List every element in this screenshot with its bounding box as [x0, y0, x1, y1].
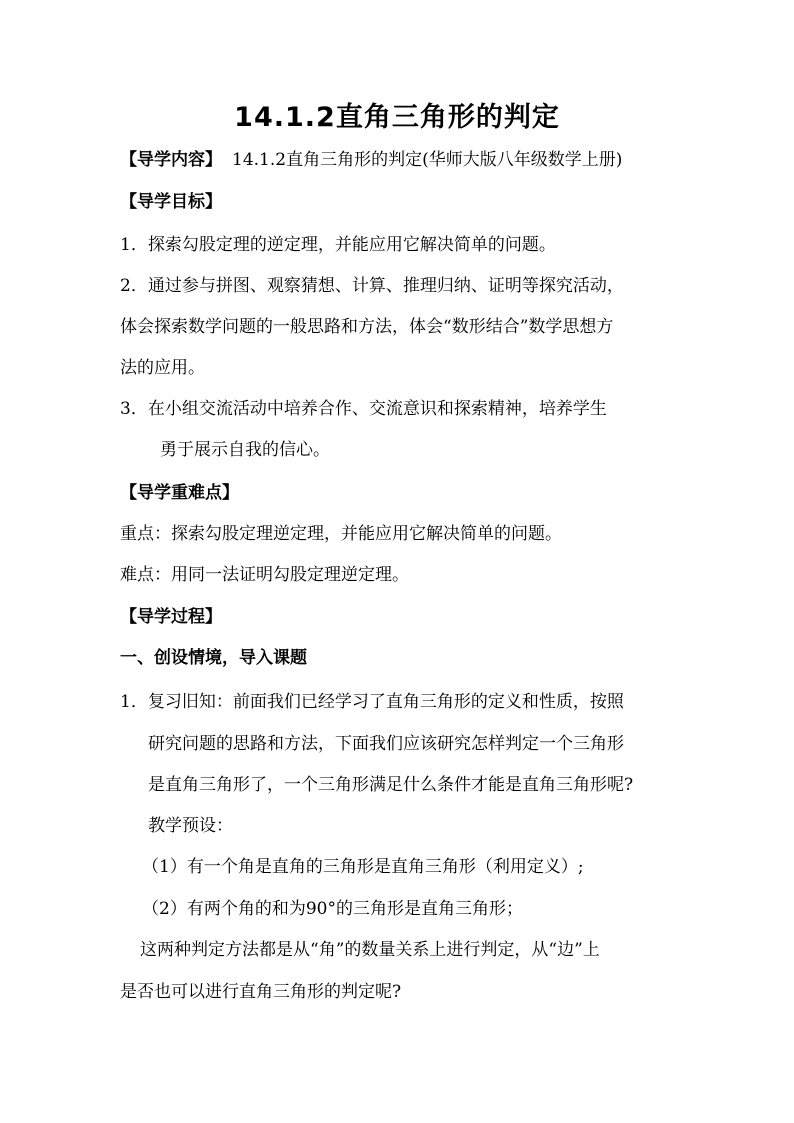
- conclusion-line-2: 是否也可以进行直角三角形的判定呢?: [120, 982, 402, 1002]
- goal-item-2-line-2: 体会探索数学问题的一般思路和方法，体会“数形结合”数学思想方: [120, 317, 614, 337]
- key-point: 重点：探索勾股定理逆定理，并能应用它解决简单的问题。: [120, 524, 562, 544]
- conclusion-line-1: 这两种判定方法都是从“角”的数量关系上进行判定，从“边”上: [140, 940, 600, 960]
- review-line-2: 研究问题的思路和方法，下面我们应该研究怎样判定一个三角形: [148, 734, 624, 754]
- goal-item-2-line-1: 2．通过参与拼图、观察猜想、计算、推理归纳、证明等探究活动，: [120, 276, 624, 296]
- content-label: 【导学内容】: [120, 150, 222, 170]
- preset-2: （2）有两个角的和为90°的三角形是直角三角形；: [142, 899, 523, 919]
- goal-item-2-line-3: 法的应用。: [120, 358, 205, 378]
- content-row: [120, 148, 622, 172]
- key-points-heading: 【导学重难点】: [120, 483, 239, 503]
- review-line-1: 1．复习旧知：前面我们已经学习了直角三角形的定义和性质，按照: [120, 692, 624, 712]
- preset-label: 教学预设：: [148, 816, 233, 836]
- goals-heading: 【导学目标】: [120, 192, 222, 212]
- goal-item-3-line-1: 3．在小组交流活动中培养合作、交流意识和探索精神，培养学生: [120, 399, 607, 419]
- goal-item-3-line-2: 勇于展示自我的信心。: [160, 440, 330, 460]
- content-text: 14.1.2直角三角形的判定(华师大版八年级数学上册): [232, 150, 623, 170]
- review-line-3: 是直角三角形了，一个三角形满足什么条件才能是直角三角形呢?: [148, 775, 634, 795]
- difficulty-point: 难点：用同一法证明勾股定理逆定理。: [120, 565, 409, 585]
- process-heading: 【导学过程】: [120, 607, 222, 627]
- goal-item-1: 1．探索勾股定理的逆定理，并能应用它解决简单的问题。: [120, 235, 556, 255]
- page-title: 14.1.2直角三角形的判定: [234, 102, 560, 133]
- section-1-title: 一、创设情境，导入课题: [120, 648, 307, 668]
- preset-1: （1）有一个角是直角的三角形是直角三角形（利用定义）;: [142, 857, 584, 877]
